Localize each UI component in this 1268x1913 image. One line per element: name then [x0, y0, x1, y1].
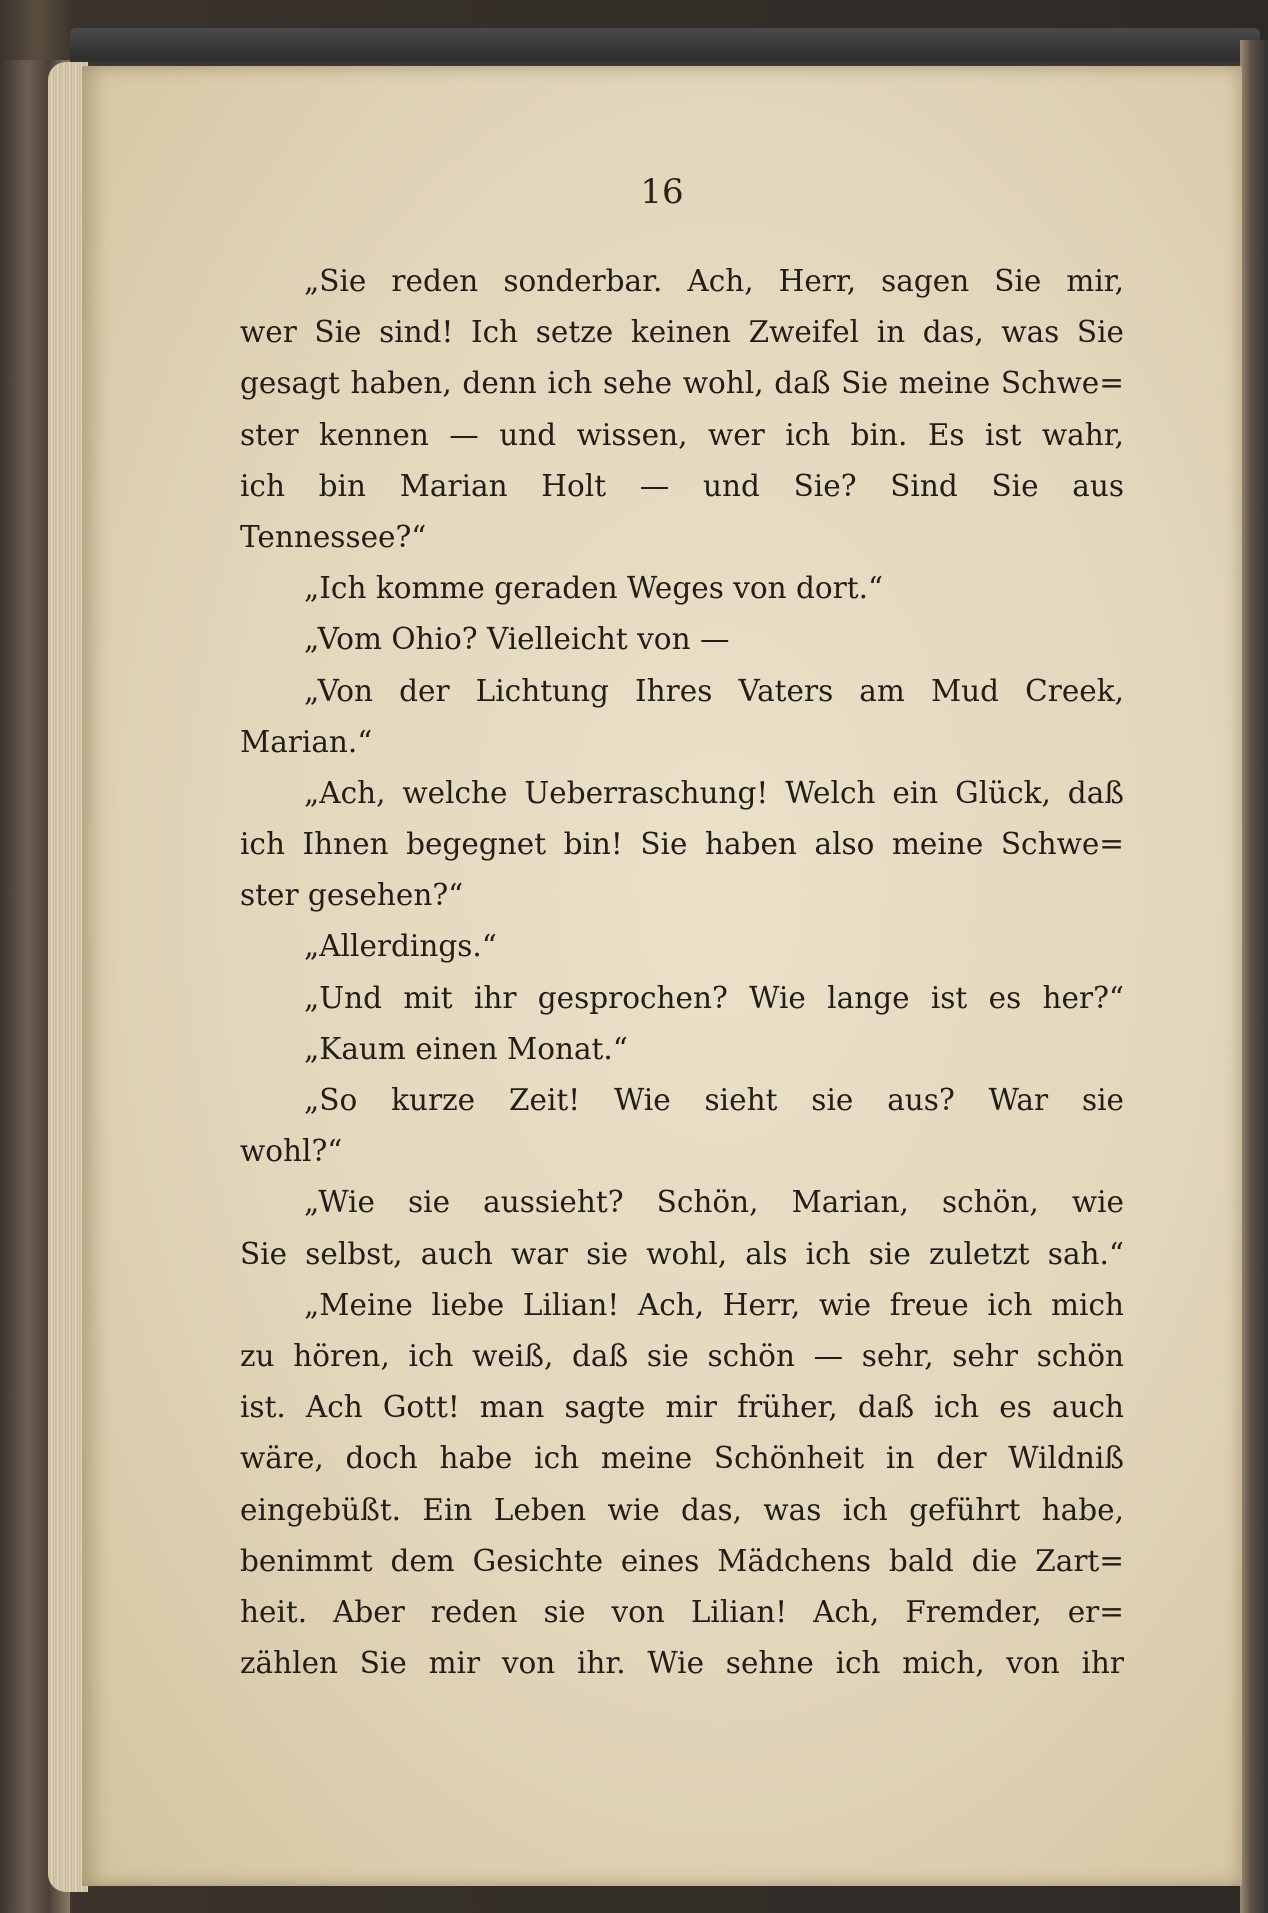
text-line: ich bin Marian Holt — und Sie? Sind Sie aus — [240, 468, 1124, 503]
text-line: „Vom Ohio? Vielleicht von — — [304, 622, 730, 657]
text-line: „Wie sie aussieht? Schön, Marian, schön, wie — [304, 1185, 1124, 1220]
text-line: heit. Aber reden sie von Lilian! Ach, Fremder, er= — [240, 1594, 1124, 1629]
text-line: gesagt haben, denn ich sehe wohl, daß Sie meine Schwe= — [240, 366, 1124, 401]
text-line: „Kaum einen Monat.“ — [304, 1031, 628, 1066]
text-line: zu hören, ich weiß, daß sie schön — sehr, sehr schön — [240, 1338, 1124, 1373]
body-text — [240, 256, 1124, 1689]
text-line: wohl?“ — [240, 1134, 343, 1169]
text-line: benimmt dem Gesichte eines Mädchens bald die Zart= — [240, 1543, 1124, 1578]
text-line: Sie selbst, auch war sie wohl, als ich sie zuletzt sah.“ — [240, 1236, 1124, 1271]
text-line: „Von der Lichtung Ihres Vaters am Mud Creek, — [304, 673, 1124, 708]
book-page — [82, 66, 1242, 1886]
text-line: ster gesehen?“ — [240, 878, 464, 913]
text-line: zählen Sie mir von ihr. Wie sehne ich mich, von ihr — [240, 1646, 1124, 1681]
text-line: „Und mit ihr gesprochen? Wie lange ist es her?“ — [304, 980, 1124, 1015]
text-line: „So kurze Zeit! Wie sieht sie aus? War sie — [304, 1083, 1124, 1117]
text-line: Tennessee?“ — [240, 519, 427, 554]
text-line: ster kennen — und wissen, wer ich bin. Es ist wahr, — [240, 417, 1124, 452]
text-line: Marian.“ — [240, 724, 373, 759]
text-line: „Ich komme geraden Weges von dort.“ — [304, 571, 884, 606]
text-line: ist. Ach Gott! man sagte mir früher, daß ich es auch — [240, 1390, 1124, 1425]
text-line: ich Ihnen begegnet bin! Sie haben also meine Schwe= — [240, 827, 1124, 862]
text-line: „Allerdings.“ — [304, 929, 497, 964]
text-line: „Sie reden sonderbar. Ach, Herr, sagen Sie mir, — [304, 264, 1124, 298]
text-line: eingebüßt. Ein Leben wie das, was ich geführt habe, — [240, 1492, 1124, 1527]
text-line: wäre, doch habe ich meine Schönheit in der Wildniß — [240, 1441, 1124, 1476]
book-cover-right — [1240, 40, 1268, 1913]
text-line: „Meine liebe Lilian! Ach, Herr, wie freue ich mich — [304, 1287, 1124, 1322]
page-number: 16 — [640, 172, 684, 212]
text-line: „Ach, welche Ueberraschung! Welch ein Glück, daß — [304, 775, 1124, 810]
text-line: wer Sie sind! Ich setze keinen Zweifel in das, was Sie — [240, 315, 1124, 350]
